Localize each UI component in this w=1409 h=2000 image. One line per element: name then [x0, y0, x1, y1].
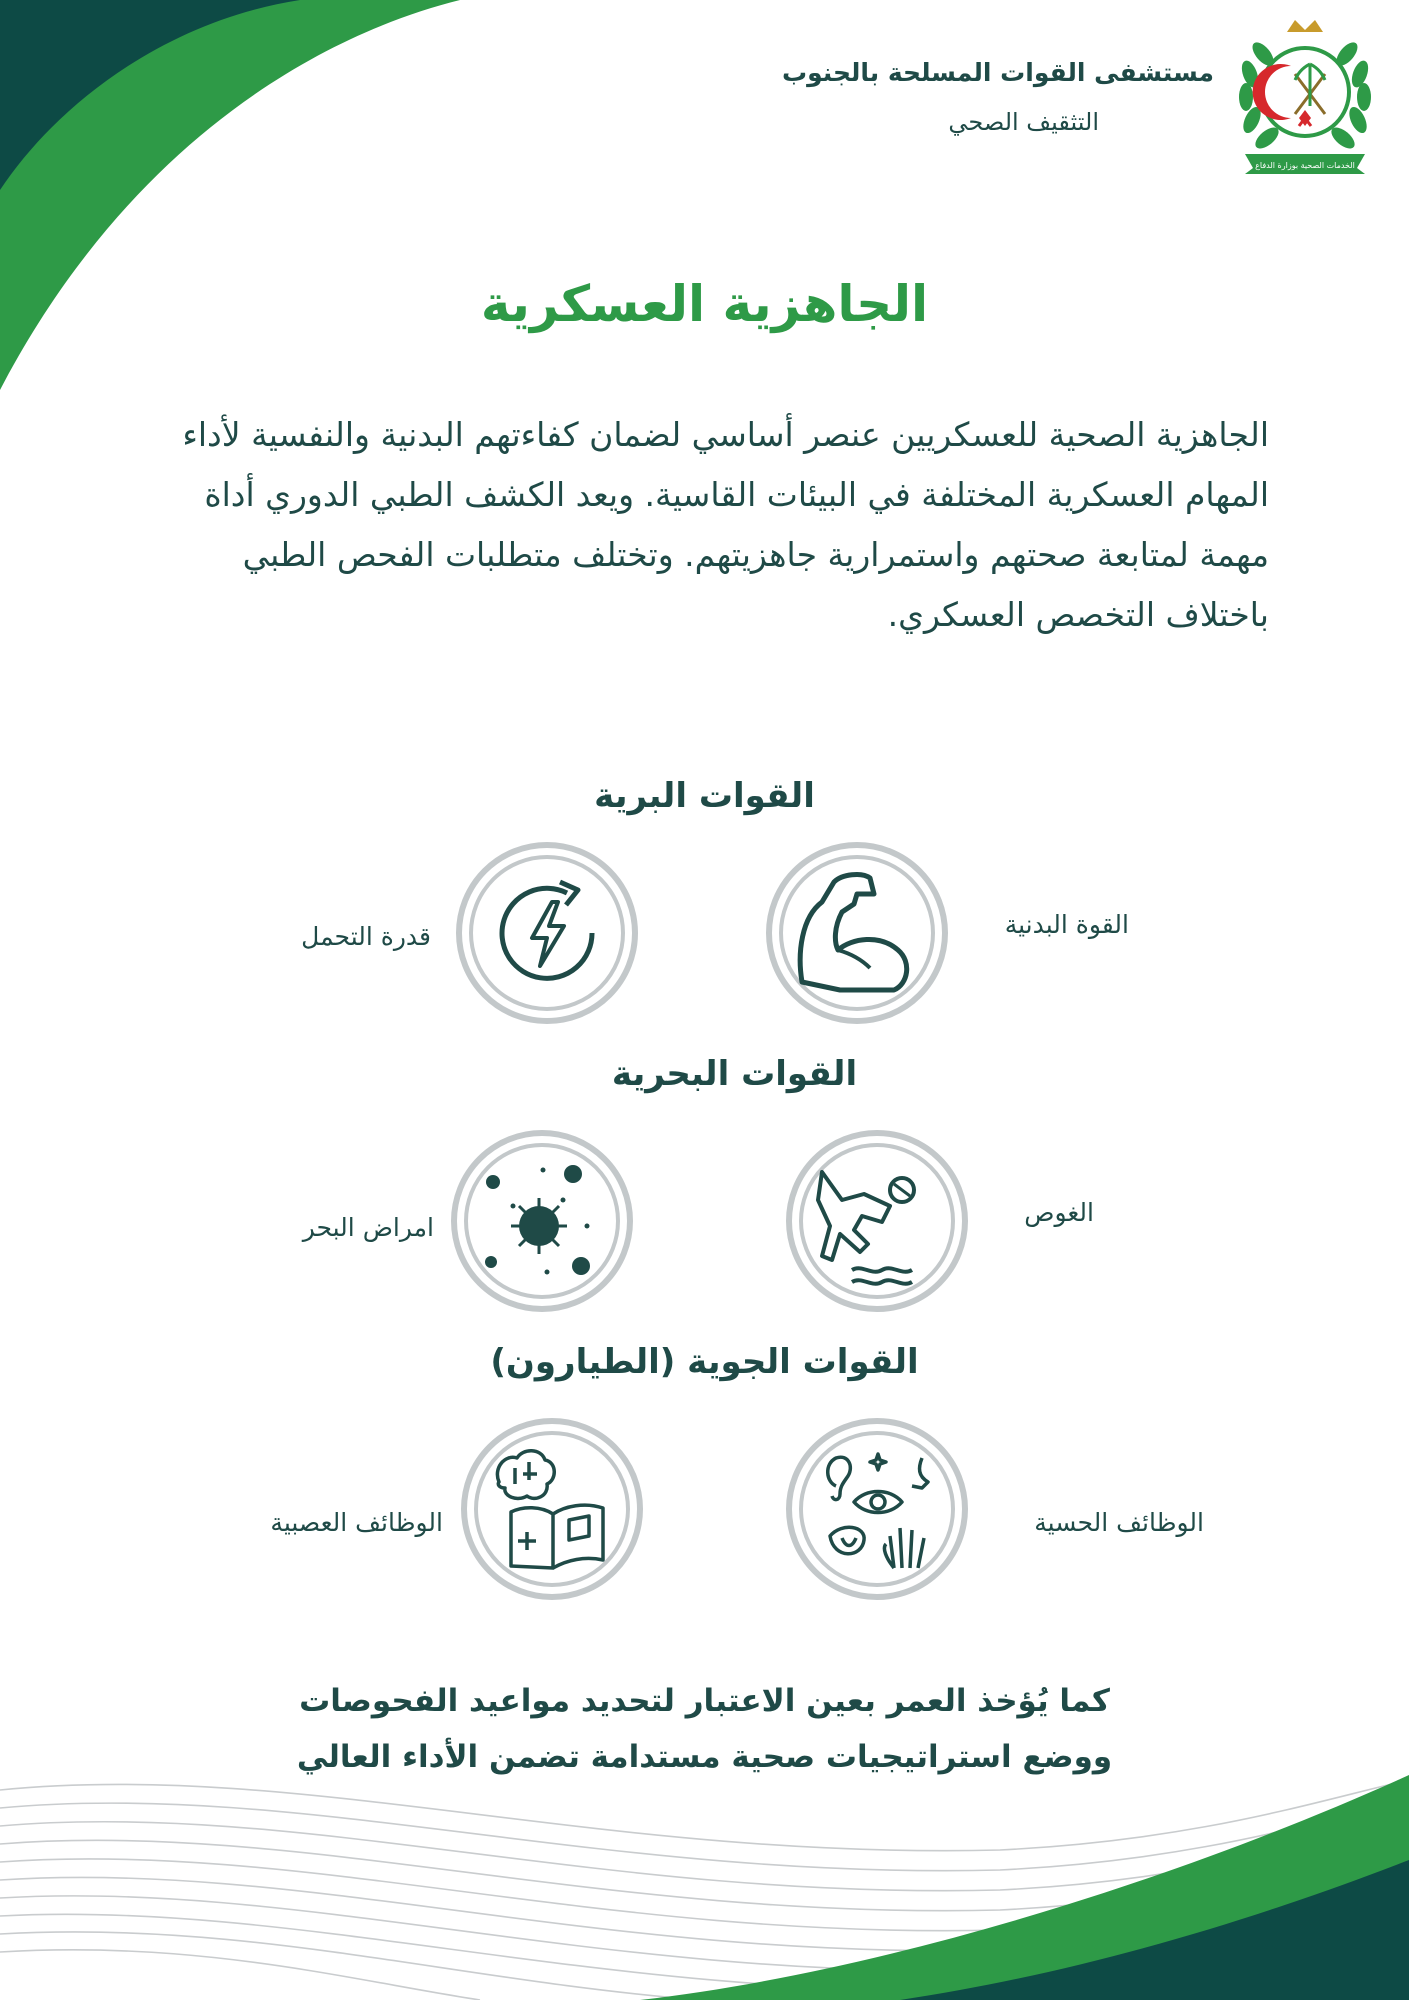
energy-cycle-icon	[452, 842, 642, 1024]
item-label-neural-functions: الوظائف العصبية	[270, 1508, 443, 1537]
brain-book-icon	[457, 1418, 647, 1600]
item-label-diving: الغوص	[1024, 1198, 1094, 1227]
organization-name: مستشفى القوات المسلحة بالجنوب	[782, 58, 1214, 87]
senses-icon	[782, 1418, 972, 1600]
page-title: الجاهزية العسكرية	[480, 275, 929, 333]
flexed-arm-icon	[762, 842, 952, 1024]
closing-line-2: ووضع استراتيجيات صحية مستدامة تضمن الأداء العالي	[296, 1739, 1113, 1775]
corner-decoration-top	[0, 0, 470, 400]
item-label-physical-strength: القوة البدنية	[1004, 910, 1129, 939]
military-health-logo	[1225, 14, 1385, 179]
item-label-sensory-functions: الوظائف الحسية	[1034, 1508, 1204, 1537]
section-title-air-forces: القوات الجوية (الطيارون)	[490, 1342, 919, 1382]
item-label-sea-sickness: امراض البحر	[302, 1213, 434, 1242]
department-name: التثقيف الصحي	[948, 108, 1099, 136]
section-title-naval-forces: القوات البحرية	[611, 1054, 858, 1094]
item-label-endurance: قدرة التحمل	[301, 922, 431, 951]
section-title-land-forces: القوات البرية	[594, 776, 815, 816]
logo-caption: الخدمات الصحية بوزارة الدفاع	[1255, 161, 1355, 170]
diver-icon	[782, 1130, 972, 1312]
virus-icon	[447, 1130, 637, 1312]
intro-paragraph: الجاهزية الصحية للعسكريين عنصر أساسي لضمان كفاءتهم البدنية والنفسية لأداء المهام العسكرية المختلفة في البيئات القاسية. ويعد الكشف الطبي الدوري أداة مهمة لمتابعة صحتهم واستمرارية جاهزيتهم. وتختلف متطلبات الفحص الطبي باختلاف التخصص العسكري.	[182, 415, 1269, 634]
closing-statement	[0, 1673, 1409, 1785]
closing-line-1: كما يُؤخذ العمر بعين الاعتبار لتحديد مواعيد الفحوصات	[299, 1683, 1110, 1719]
